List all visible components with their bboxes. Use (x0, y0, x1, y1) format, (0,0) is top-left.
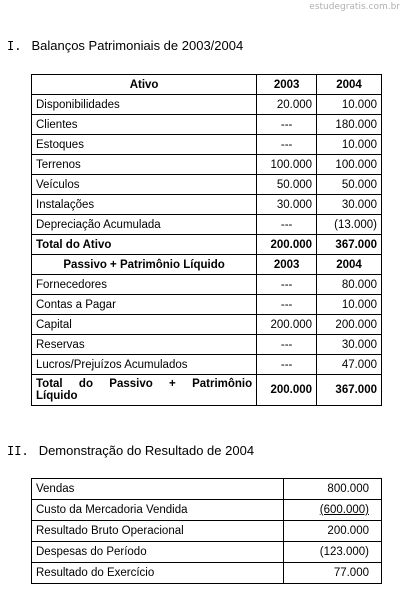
table-row (32, 355, 382, 375)
table-row (32, 135, 382, 155)
row-label: Custo da Mercadoria Vendida (32, 500, 284, 521)
row-label: Terrenos (32, 155, 257, 175)
ativo-header-label: Ativo (32, 75, 257, 95)
value-2004: 80.000 (317, 275, 382, 295)
section-1-number: I. (7, 39, 22, 53)
total-passivo-2003: 200.000 (257, 375, 317, 406)
row-label: Fornecedores (32, 275, 257, 295)
row-label: Reservas (32, 335, 257, 355)
total-ativo-2003: 200.000 (257, 235, 317, 255)
total-passivo-row (32, 375, 382, 406)
table-row (32, 563, 382, 584)
table-row (32, 542, 382, 563)
row-label: Estoques (32, 135, 257, 155)
value-2003: 50.000 (257, 175, 317, 195)
value-2003: --- (257, 215, 317, 235)
passivo-header-label: Passivo + Patrimônio Líquido (32, 255, 257, 275)
value-2004: 50.000 (317, 175, 382, 195)
row-label: Depreciação Acumulada (32, 215, 257, 235)
total-passivo-2004: 367.000 (317, 375, 382, 406)
passivo-header-row (32, 255, 382, 275)
value-2003: --- (257, 135, 317, 155)
row-label: Resultado Bruto Operacional (32, 521, 284, 542)
value-2003: --- (257, 295, 317, 315)
table-row (32, 275, 382, 295)
table-row (32, 335, 382, 355)
row-value: (123.000) (284, 542, 382, 563)
value-2004: 10.000 (317, 135, 382, 155)
value-2004: 10.000 (317, 95, 382, 115)
row-value: (600.000) (284, 500, 382, 521)
table-row (32, 295, 382, 315)
row-value: 800.000 (284, 479, 382, 500)
row-label: Vendas (32, 479, 284, 500)
total-passivo-label-line1: Total do Passivo + Patrimônio (36, 378, 253, 390)
total-ativo-label: Total do Ativo (32, 235, 257, 255)
section-2-number: II. (7, 444, 29, 458)
total-passivo-label (32, 375, 257, 406)
value-2003: 200.000 (257, 315, 317, 335)
value-2003: 20.000 (257, 95, 317, 115)
value-2004: 100.000 (317, 155, 382, 175)
table-row (32, 479, 382, 500)
row-value: 77.000 (284, 563, 382, 584)
value-2003: 100.000 (257, 155, 317, 175)
value-2003: --- (257, 115, 317, 135)
balance-sheet-table (31, 74, 382, 406)
passivo-header-2003: 2003 (257, 255, 317, 275)
table-row (32, 500, 382, 521)
ativo-header-row (32, 75, 382, 95)
row-label: Contas a Pagar (32, 295, 257, 315)
table-row (32, 215, 382, 235)
row-label: Disponibilidades (32, 95, 257, 115)
value-2004: 30.000 (317, 195, 382, 215)
ativo-header-2003: 2003 (257, 75, 317, 95)
section-1-title: Balanços Patrimoniais de 2003/2004 (31, 38, 244, 53)
value-2003: 30.000 (257, 195, 317, 215)
value-2004: (13.000) (317, 215, 382, 235)
value-2004: 10.000 (317, 295, 382, 315)
table-row (32, 115, 382, 135)
table-row (32, 315, 382, 335)
row-label: Despesas do Período (32, 542, 284, 563)
value-2004: 30.000 (317, 335, 382, 355)
row-label: Capital (32, 315, 257, 335)
table-row (32, 155, 382, 175)
table-row (32, 175, 382, 195)
value-2003: --- (257, 355, 317, 375)
table-row (32, 195, 382, 215)
income-statement-table (31, 478, 382, 584)
row-label: Lucros/Prejuízos Acumulados (32, 355, 257, 375)
watermark: estudegratis.com.br (309, 2, 400, 12)
total-ativo-row (32, 235, 382, 255)
row-label: Resultado do Exercício (32, 563, 284, 584)
section-2-heading (7, 443, 254, 458)
section-1-heading (7, 38, 243, 53)
value-2004: 200.000 (317, 315, 382, 335)
section-2-title: Demonstração do Resultado de 2004 (38, 443, 255, 458)
passivo-header-2004: 2004 (317, 255, 382, 275)
table-row (32, 521, 382, 542)
row-value: 200.000 (284, 521, 382, 542)
total-ativo-2004: 367.000 (317, 235, 382, 255)
table-row (32, 95, 382, 115)
ativo-header-2004: 2004 (317, 75, 382, 95)
row-label: Instalações (32, 195, 257, 215)
value-2003: --- (257, 335, 317, 355)
row-label: Veículos (32, 175, 257, 195)
total-passivo-label-line2: Líquido (36, 390, 78, 402)
value-2003: --- (257, 275, 317, 295)
row-label: Clientes (32, 115, 257, 135)
value-2004: 47.000 (317, 355, 382, 375)
value-2004: 180.000 (317, 115, 382, 135)
